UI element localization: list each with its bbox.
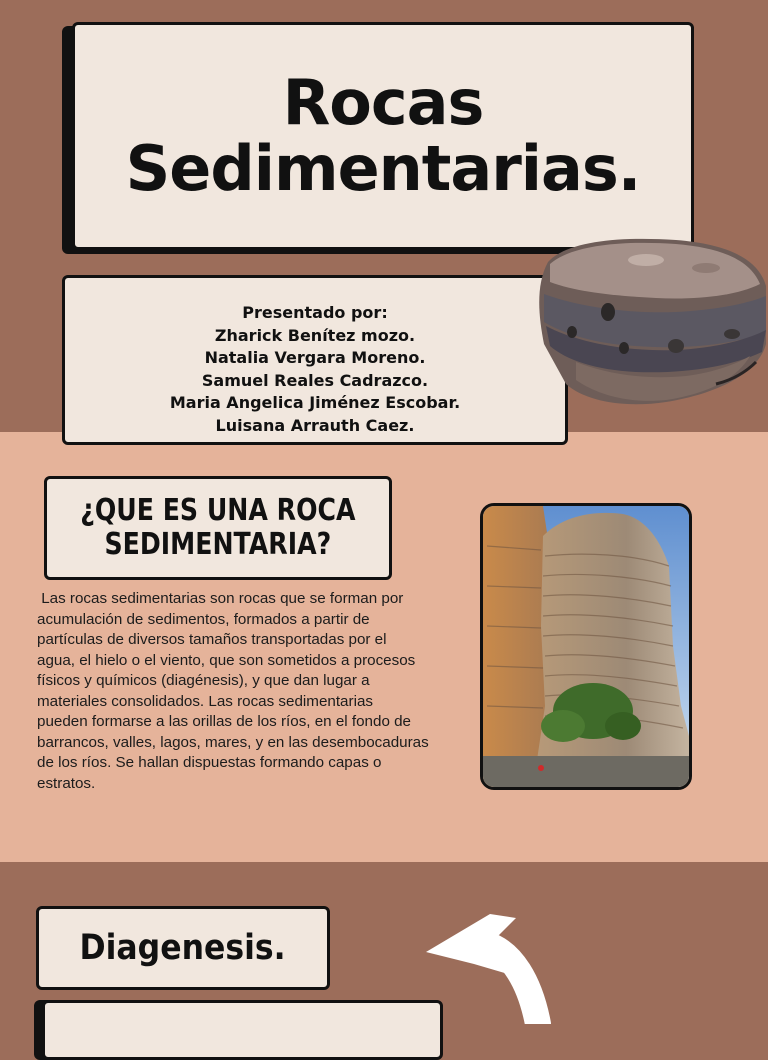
definition-line: Las rocas sedimentarias son rocas que se forman por: [37, 590, 404, 607]
question-line-1: ¿QUE ES UNA ROCA: [80, 493, 356, 528]
author-name: Luisana Arrauth Caez.: [215, 415, 415, 435]
diagenesis-content-card: [42, 1000, 443, 1060]
question-card: [44, 476, 392, 580]
definition-line: materiales consolidados. Las rocas sedimentarias: [37, 692, 373, 710]
definition-paragraph: [37, 589, 469, 794]
author-name: Maria Angelica Jiménez Escobar.: [169, 393, 461, 413]
author-name: Samuel Reales Cadrazco.: [201, 370, 429, 390]
definition-line: partículas de diversos tamaños transportadas por el: [37, 631, 387, 648]
definition-line: de los ríos. Se hallan dispuestas formando capas o: [37, 754, 382, 771]
definition-line: estratos.: [37, 774, 96, 792]
authors-list: [65, 302, 565, 438]
section-heading-diagenesis: Diagenesis.: [79, 928, 287, 968]
author-name: Zharick Benítez mozo.: [214, 325, 416, 345]
rock-illustration-icon: [536, 234, 768, 412]
question-line-2: SEDIMENTARIA?: [104, 527, 332, 562]
cliff-image: [483, 506, 689, 787]
title-card: [72, 22, 694, 250]
definition-line: físicos y químicos (diagénesis), y que dan lugar a: [37, 672, 370, 689]
author-name: Natalia Vergara Moreno.: [204, 348, 426, 368]
page-title: [125, 66, 641, 205]
curved-arrow-icon: [420, 912, 580, 1024]
authors-heading: Presentado por:: [242, 303, 388, 322]
definition-line: barrancos, valles, lagos, mares, y en las desembocaduras: [37, 733, 429, 751]
definition-line: pueden formarse a las orillas de los ríos, en el fondo de: [37, 713, 411, 730]
diagenesis-card: [36, 906, 330, 990]
title-line-2: Sedimentarias.: [125, 132, 641, 205]
title-line-1: Rocas: [282, 66, 484, 139]
definition-line: agua, el hielo o el viento, que son sometidos a procesos: [37, 651, 416, 669]
rock-cliff-photo: [480, 503, 692, 790]
section-heading-question: [80, 494, 355, 562]
definition-line: acumulación de sedimentos, formados a partir de: [37, 610, 370, 628]
authors-card: [62, 275, 568, 445]
